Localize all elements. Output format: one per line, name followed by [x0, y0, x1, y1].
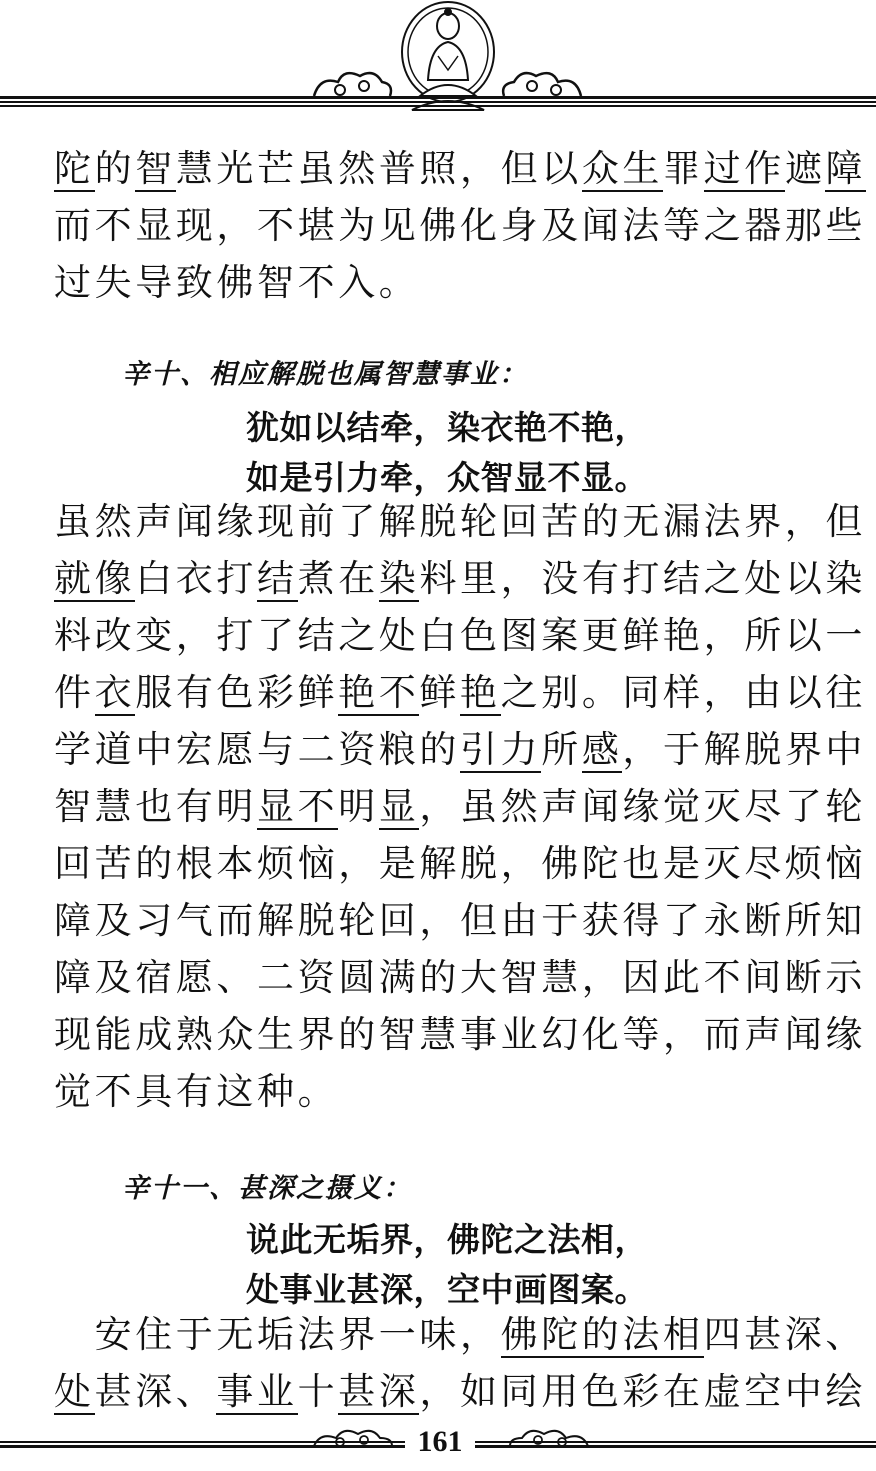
underlined-text: 感	[581, 728, 623, 771]
text-segment: 障及习气而解脱轮回，但由于获得了永断所知	[54, 899, 866, 942]
text-segment: 现能成熟众生界的智慧事业幻化等，而声闻缘	[54, 1013, 866, 1056]
text-line	[54, 140, 867, 197]
text-segment: 过失导致佛智不入。	[54, 261, 420, 304]
text-line	[54, 1363, 866, 1420]
underlined-text: 艳	[460, 671, 501, 714]
text-segment: 障及宿愿、二资圆满的大智慧，因此不间断示	[54, 956, 866, 999]
text-segment: ，如同用色彩在虚空中绘	[419, 1370, 867, 1413]
text-segment: ，于解脱界中	[622, 728, 867, 771]
cloud-ornament-right-icon	[500, 66, 585, 106]
text-line	[54, 721, 866, 778]
text-line	[54, 197, 866, 254]
text-segment: 料里，没有打结之处以染	[419, 557, 867, 600]
underlined-text: 处	[54, 1370, 95, 1413]
text-segment: 安住于无垢法界一味，	[54, 1313, 501, 1356]
page-number: 161	[405, 1425, 475, 1459]
section-10-verse-2: 如是引力牵，众智显不显。	[246, 461, 648, 497]
underlined-text: 艳不	[338, 671, 420, 714]
paragraph-1	[54, 140, 867, 311]
text-segment: 四甚深、	[703, 1313, 867, 1356]
underlined-text: 陀	[54, 147, 95, 190]
section-11-verse-1: 说此无垢界，佛陀之法相，	[246, 1223, 648, 1259]
text-segment: ，虽然声闻缘觉灭尽了轮	[419, 785, 867, 828]
text-line	[54, 607, 866, 664]
cloud-ornament-footer-left-icon	[312, 1426, 394, 1452]
text-segment: 十	[297, 1370, 339, 1413]
text-segment: 觉不具有这种。	[54, 1070, 339, 1113]
header-rule	[0, 105, 876, 107]
underlined-text: 显不	[257, 785, 339, 828]
underlined-text: 显	[378, 785, 420, 828]
text-line	[54, 664, 866, 721]
section-11-body	[54, 1306, 866, 1420]
cloud-ornament-left-icon	[310, 66, 395, 106]
text-segment: 智慧也有明	[54, 785, 257, 828]
underlined-text: 智	[135, 147, 176, 190]
underlined-text: 佛陀的法相	[500, 1313, 704, 1356]
text-segment: 所	[541, 728, 582, 771]
text-segment: 之别。同样，由以往	[500, 671, 867, 714]
text-segment: 慧光芒虽然普照，但以	[175, 147, 582, 190]
text-segment: 虽然声闻缘现前了解脱轮回苦的无漏法界，但	[54, 500, 866, 543]
section-10-body	[54, 493, 866, 1120]
header-rule	[0, 96, 876, 99]
cloud-ornament-footer-right-icon	[508, 1426, 590, 1452]
text-segment: 鲜	[419, 671, 461, 714]
text-segment: 的	[94, 147, 136, 190]
text-segment: 煮在	[297, 557, 379, 600]
underlined-text: 引力	[460, 728, 542, 771]
section-11-verse-2: 处事业甚深，空中画图案。	[246, 1273, 648, 1309]
underlined-text: 染	[378, 557, 420, 600]
text-line	[54, 778, 866, 835]
text-line	[54, 550, 866, 607]
text-segment: 遮	[784, 147, 826, 190]
text-line	[54, 254, 844, 311]
text-segment: 料改变，打了结之处白色图案更鲜艳，所以一	[54, 614, 866, 657]
underlined-text: 事业	[216, 1370, 298, 1413]
section-10-heading: 辛十、相应解脱也属智慧事业：	[122, 359, 528, 390]
header-rule	[0, 101, 876, 103]
text-line	[54, 1063, 866, 1120]
underlined-text: 衣	[94, 671, 136, 714]
text-segment: 甚深、	[94, 1370, 217, 1413]
underlined-text: 障	[825, 147, 867, 190]
text-line	[54, 1306, 866, 1363]
text-segment: 学道中宏愿与二资粮的	[54, 728, 460, 771]
text-segment: 白衣打	[135, 557, 258, 600]
section-10-verse-1: 犹如以结牵，染衣艳不艳，	[246, 411, 648, 447]
text-segment: 件	[54, 671, 95, 714]
text-segment: 罪	[663, 147, 704, 190]
underlined-text: 过作	[703, 147, 785, 190]
underlined-text: 众生	[581, 147, 664, 190]
text-line	[54, 949, 866, 1006]
text-line	[54, 1006, 866, 1063]
text-line	[54, 892, 866, 949]
text-segment: 明	[338, 785, 379, 828]
underlined-text: 结	[257, 557, 298, 600]
text-segment: 而不显现，不堪为见佛化身及闻法等之器那些	[54, 204, 866, 247]
underlined-text: 甚深	[338, 1370, 420, 1413]
section-11-heading: 辛十一、甚深之摄义：	[122, 1173, 412, 1204]
text-line	[54, 835, 866, 892]
text-segment: 服有色彩鲜	[135, 671, 339, 714]
text-line	[54, 493, 866, 550]
text-segment: 回苦的根本烦恼，是解脱，佛陀也是灭尽烦恼	[54, 842, 866, 885]
underlined-text: 就像	[54, 557, 136, 600]
